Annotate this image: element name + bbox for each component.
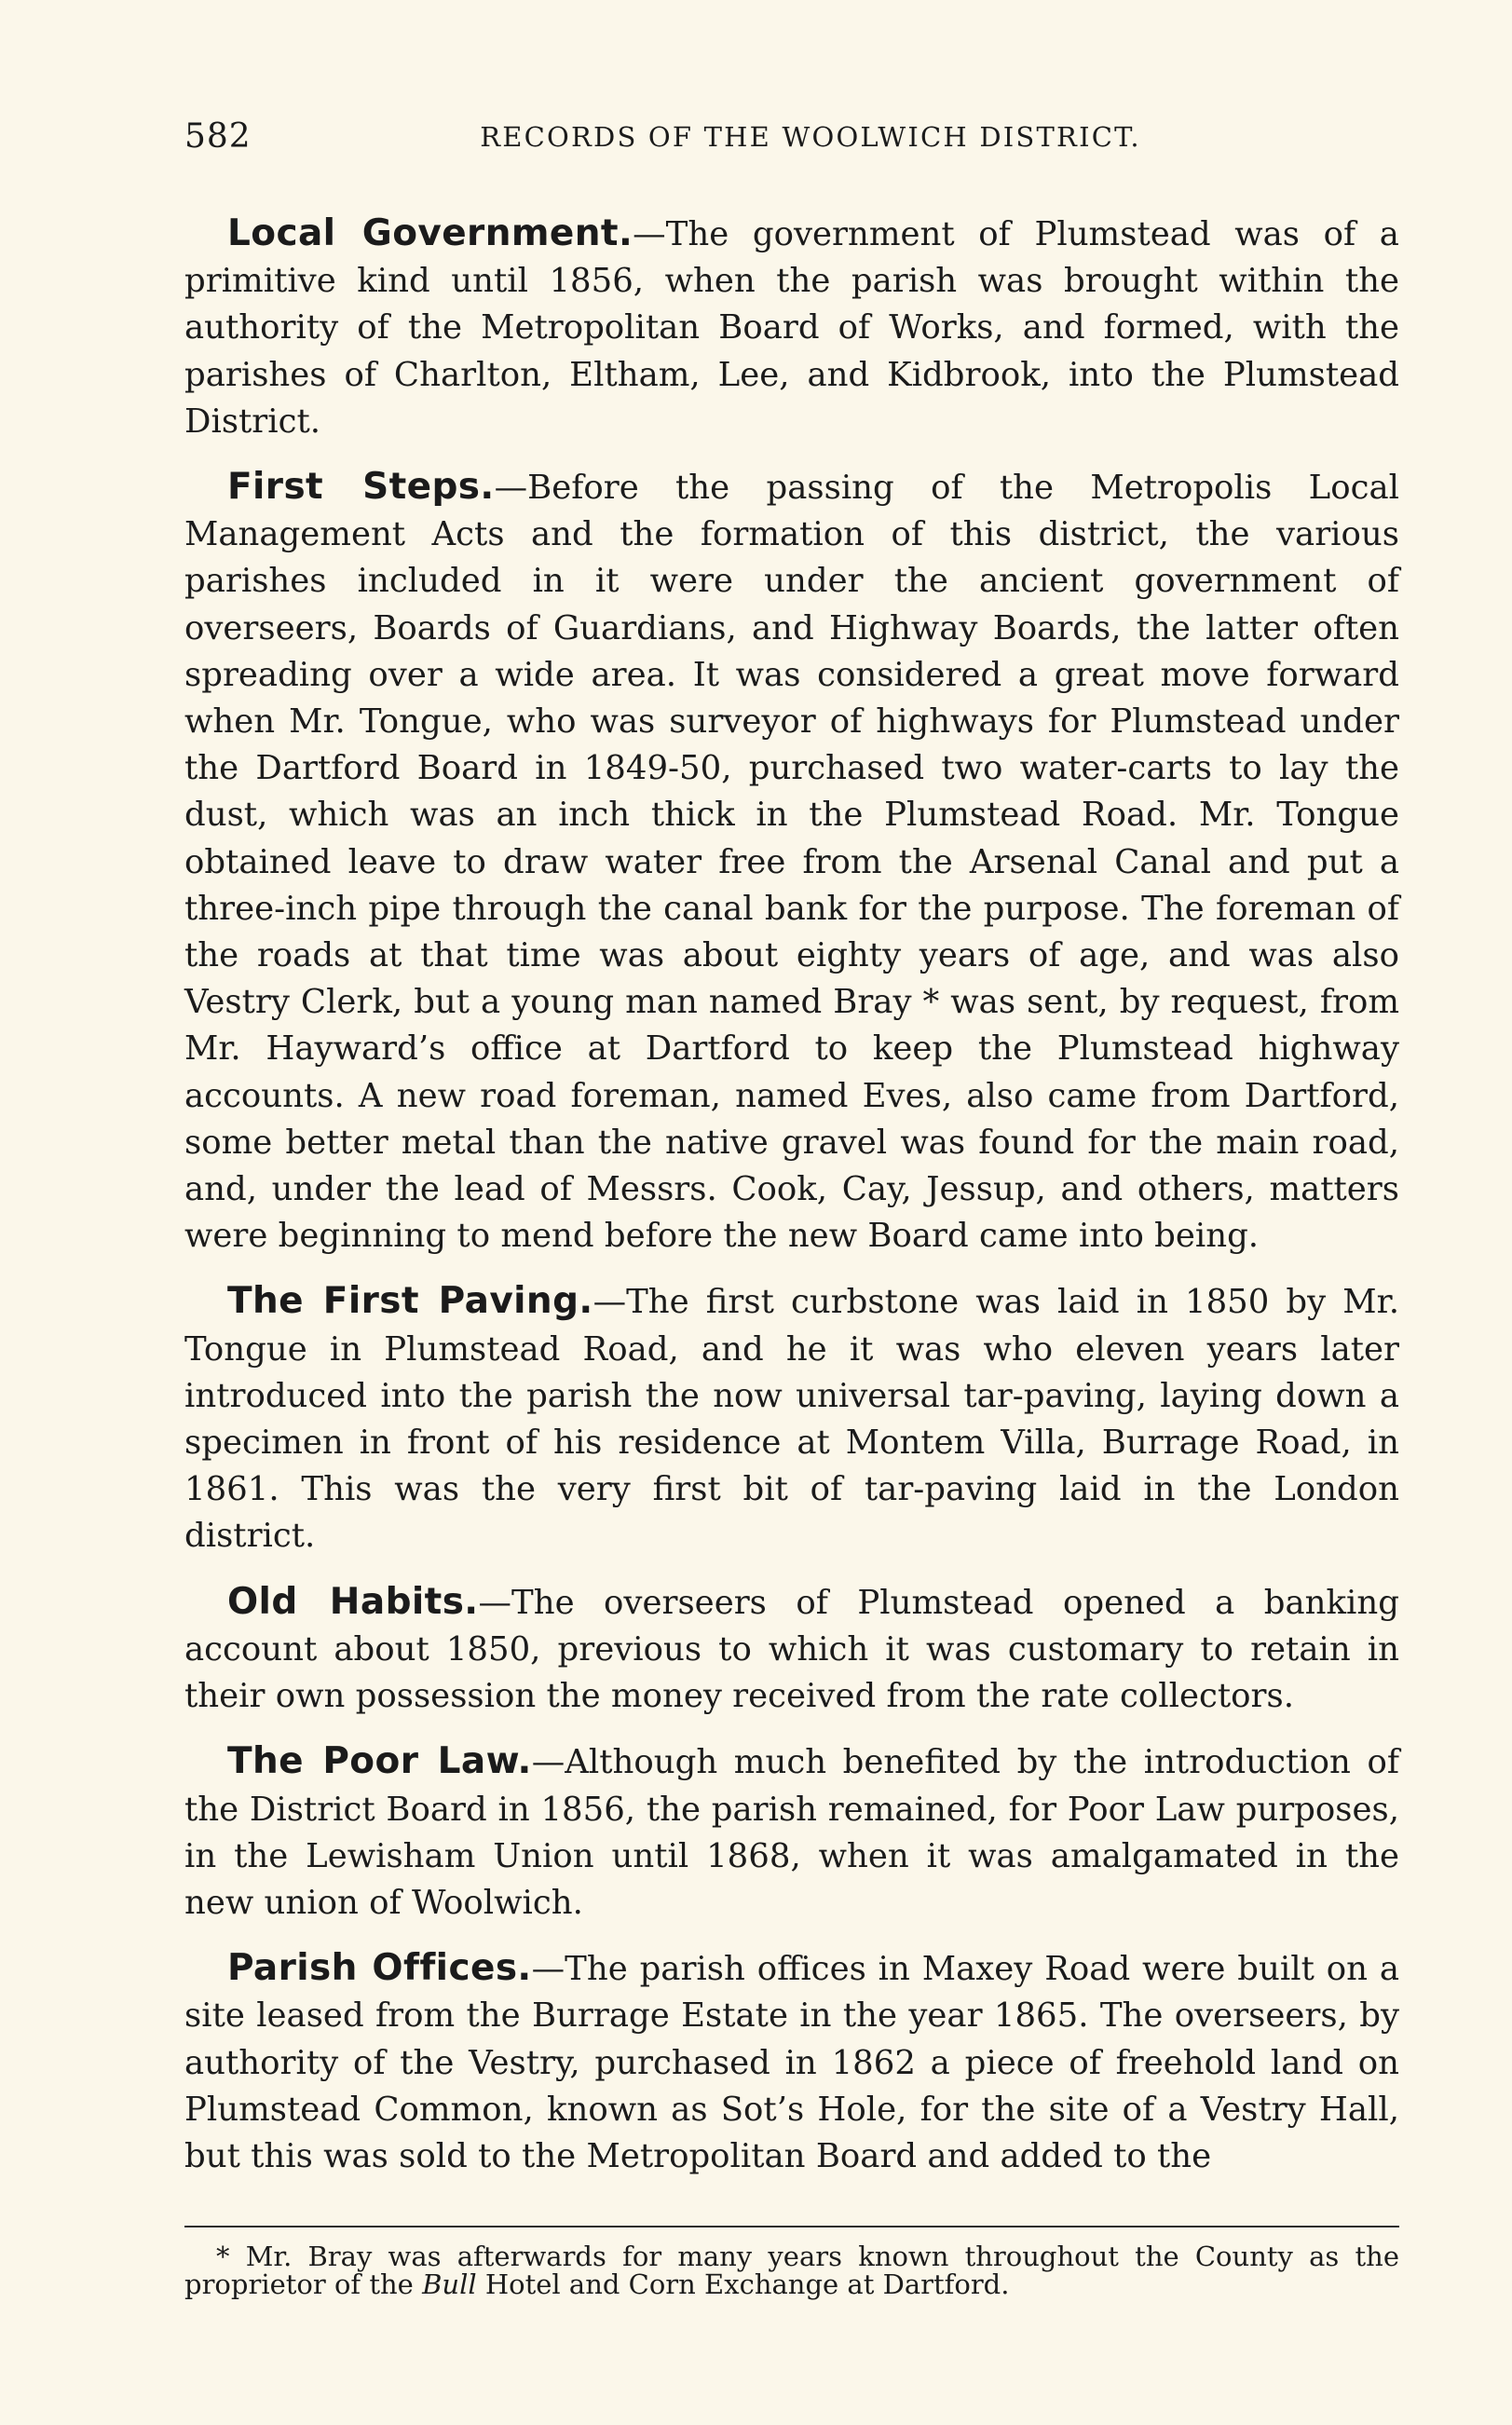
section-body-old-habits: —The overseers of Plumstead opened a banking account about 1850, previous to which it was customary to retain in their own possession the money received from the rate collectors. bbox=[184, 1583, 1399, 1716]
footnote-suffix: Hotel and Corn Exchange at Dartford. bbox=[476, 2268, 1010, 2301]
page-content bbox=[184, 110, 1400, 2301]
section-heading-local-government: Local Government. bbox=[227, 212, 633, 254]
paragraph-local-government bbox=[184, 211, 1399, 445]
paragraph-poor-law bbox=[184, 1738, 1399, 1927]
section-body-first-paving: —The first curbstone was laid in 1850 by Mr. Tongue in Plumstead Road, and he it was who eleven years later introduced into the parish the now universal tar-paving, laying down a specimen in front of his residence at Montem Villa, Burrage Road, in 1861. This was the very first bit of tar-paving laid in the London district. bbox=[184, 1283, 1399, 1556]
page-number: 582 bbox=[184, 117, 252, 156]
section-body-local-government: —The government of Plumstead was of a primitive kind until 1856, when the parish was brought within the authority of the Metropolitan Board of Works, and formed, with the parishes of Charlton, Eltham, Lee, and Kidbrook, into the Plumstead District. bbox=[184, 215, 1399, 441]
section-body-first-steps: —Before the passing of the Metropolis Local Management Acts and the formation of this district, the various parishes included in it were under the ancient government of overseers, Boards of Guardians, and Highway Boards, the latter often spreading over a wide area. It was considered a great move forward when Mr. Tongue, who was surveyor of highways for Plumstead under the Dartford Board in 1849-50, purchased two water-carts to lay the dust, which was an inch thick in the Plumstead Road. Mr. Tongue obtained leave to draw water free from the Arsenal Canal and put a three-inch pipe through the canal bank for the purpose. The foreman of the roads at that time was about eighty years of age, and was also Vestry Clerk, but a young man named Bray * was sent, by request, from Mr. Hayward’s office at Dartford to keep the Plumstead highway accounts. A new road foreman, named Eves, also came from Dartford, some better metal than the native gravel was found for the main road, and, under the lead of Messrs. Cook, Cay, Jessup, and others, matters were beginning to mend before the new Board came into being. bbox=[184, 469, 1400, 1256]
footnote-rule bbox=[184, 2226, 1399, 2227]
footnote bbox=[184, 2241, 1399, 2301]
section-heading-parish-offices: Parish Offices. bbox=[227, 1947, 532, 1990]
footnote-prefix: * Mr. Bray was afterwards for many years known throughout the County as the proprietor of the bbox=[184, 2241, 1399, 2301]
paragraph-first-steps bbox=[184, 464, 1399, 1260]
section-heading-first-paving: The First Paving. bbox=[227, 1280, 593, 1323]
section-body-parish-offices: —The parish offices in Maxey Road were built on a site leased from the Burrage Estate in the year 1865. The overseers, by authority of the Vestry, purchased in 1862 a piece of freehold land on Plumstead Common, known as Sot’s Hole, for the site of a Vestry Hall, but this was sold to the Metropolitan Board and added to the bbox=[184, 1950, 1399, 2175]
section-heading-first-steps: First Steps. bbox=[227, 466, 495, 509]
section-heading-old-habits: Old Habits. bbox=[227, 1580, 479, 1623]
paragraph-old-habits bbox=[184, 1579, 1399, 1721]
running-head bbox=[184, 110, 1399, 166]
running-head-title: RECORDS OF THE WOOLWICH DISTRICT. bbox=[480, 121, 1141, 153]
paragraph-parish-offices bbox=[184, 1945, 1399, 2180]
section-body-poor-law: —Although much benefited by the introduction of the District Board in 1856, the parish remained, for Poor Law purposes, in the Lewisham Union until 1868, when it was amalgamated in the new union of Woolwich. bbox=[184, 1743, 1399, 1922]
section-heading-poor-law: The Poor Law. bbox=[227, 1740, 532, 1783]
footnote-italic-bull: Bull bbox=[422, 2268, 477, 2301]
paragraph-first-paving bbox=[184, 1278, 1399, 1560]
